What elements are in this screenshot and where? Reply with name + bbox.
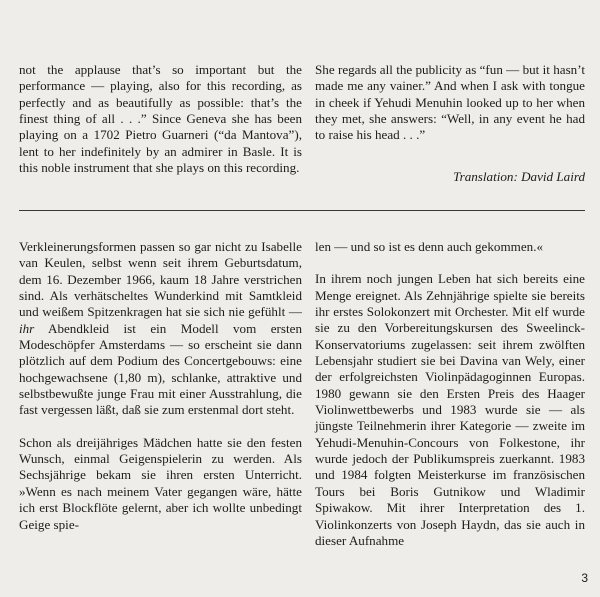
german-paragraph-verkleinerungsformen: Verkleinerungsformen passen so gar nicht zu Isabelle van Keulen, selbst wenn seit ihrem Geburtsdatum, dem 16. Dezember 1966, kaum 18 Jahre verstrichen sind. Als verhätscheltes Wunderkind mit Samtkleid und weißem Spitzenkragen hat sie sich nie gefühlt — ihr Abendkleid ist ein Modell vom ersten Modeschöpfer Amsterdams — so erscheint sie dann plötzlich auf dem Podium des Concertgebouws: eine hochgewachsene (1,80 m), schlanke, attraktive und selbstbewußte junge Frau mit einer Ausstrahlung, die fast vergessen läßt, daß sie zum erstenmal dort steht. [19,239,302,418]
translation-credit: Translation: David Laird [453,169,585,184]
english-paragraph-applause: not the applause that’s so important but the performance — playing, also for this recording, as perfectly and as beautifully as possible: that’s the finest thing of all . . .” Since Geneva she has been playing on a 1702 Pietro Guarneri (“da Mantova”), lent to her indefinitely by an admirer in Basle. It is this noble instrument that she plays on this recording. [19,62,302,176]
english-text-left-column [19,62,302,176]
english-text-right-column [315,62,585,144]
german-text-left-column [19,239,302,533]
german-paragraph-kindheit: Schon als dreijähriges Mädchen hatte sie den festen Wunsch, einmal Geigenspielerin zu werden. Als Sechsjährige bekam sie ihren ersten Unterricht. »Wenn es nach meinem Vater gegangen wäre, hätte ich erst Blockflöte gelernt, aber ich wollte unbedingt Geige spie- [19,434,302,532]
section-divider [19,210,585,211]
english-paragraph-publicity: She regards all the publicity as “fun — but it hasn’t made me any vainer.” And when I ask with tongue in cheek if Yehudi Menuhin looked up to her when they met, she answers: “Well, in any event he had to raise his head . . .” [315,62,585,143]
german-paragraph-karriere: In ihrem noch jungen Leben hat sich bereits eine Menge ereignet. Als Zehnjährige spielte sie bereits ihr erstes Solokonzert mit Orchester. Mit elf wurde sie zu den Vorbereitungskursen des Sweelinck-Konservatoriums zugelassen: seit ihrem zwölften Lebensjahr studiert sie bei Davina van Wely, einer der erfolgreichsten Violinpädagoginnen Europas. 1980 gewann sie den Ersten Preis des Haager Violinwettbewerbs und 1983 wurde sie — als jüngste Teilnehmerin ihrer Kategorie — zweite im Yehudi-Menuhin-Concours von Folkestone, ihr wurde jedoch der Publikumspreis zuerkannt. 1983 und 1984 folgten Meisterkurse im französischen Tours bei Boris Gutnikow und Wladimir Spiwakow. Mit ihrer Interpretation des 1. Violinkonzerts von Joseph Haydn, das sie auch in dieser Aufnahme [315,271,585,548]
german-paragraph-continuation: len — und so ist es denn auch gekommen.« [315,239,544,254]
page-number: 3 [581,571,588,585]
german-text-right-column [315,239,585,549]
